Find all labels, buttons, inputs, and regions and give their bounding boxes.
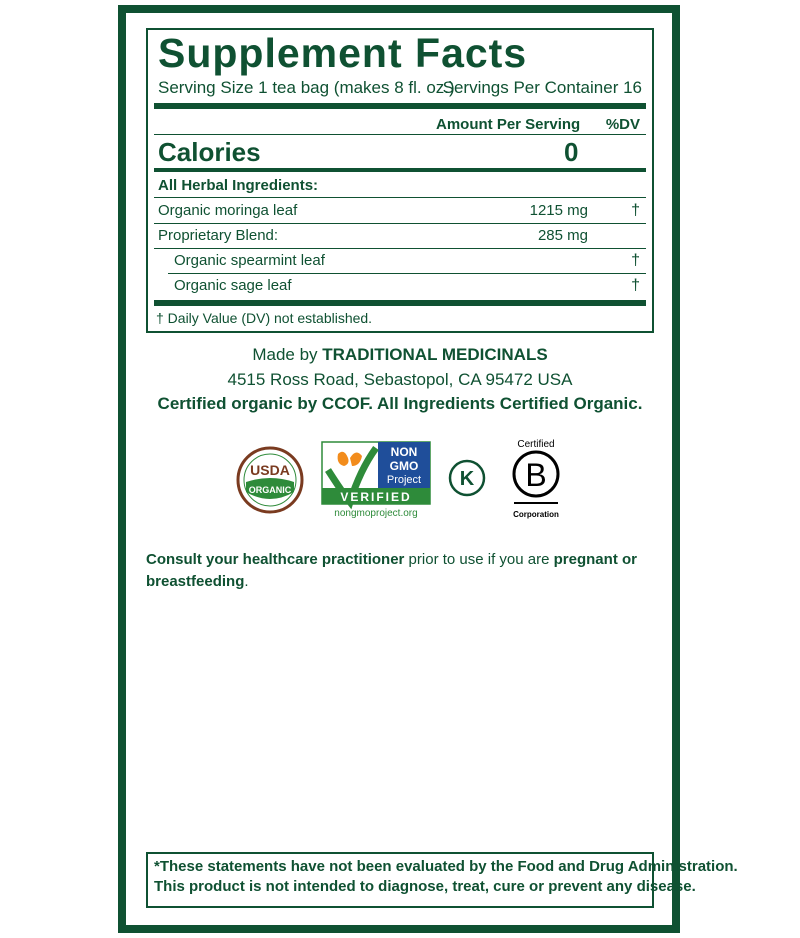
warning-bold-1: Consult your healthcare practitioner — [146, 551, 405, 568]
usda-organic-icon — [236, 446, 304, 514]
made-by — [118, 345, 682, 365]
ingredient-name: Organic spearmint leaf — [174, 252, 325, 269]
nongmo-non: NON — [390, 445, 418, 459]
nongmo-verified: VERIFIED — [340, 490, 412, 504]
ingredient-amount: 1215 mg — [529, 202, 588, 219]
divider — [154, 223, 646, 224]
kosher-icon — [447, 458, 487, 498]
pregnancy-warning — [146, 549, 656, 593]
bcorp-letter: B — [525, 457, 547, 493]
certification: Certified organic by CCOF. All Ingredients Certified Organic. — [157, 394, 643, 413]
facts-title: Supplement Facts — [158, 30, 528, 76]
warning-text-1: prior to use if you are — [404, 551, 554, 568]
usda-text: USDA — [250, 462, 290, 478]
disclaimer-line-2: This product is not intended to diagnose, treat, cure or prevent any disease. — [154, 878, 696, 895]
nongmo-gmo: GMO — [389, 459, 419, 473]
divider — [154, 103, 646, 109]
amount-header: Amount Per Serving — [436, 116, 581, 133]
servings-per-container: Servings Per Container 16 — [442, 78, 642, 97]
ingredient-name: Proprietary Blend: — [158, 227, 279, 244]
address: 4515 Ross Road, Sebastopol, CA 95472 USA — [227, 370, 573, 389]
kosher-letter: K — [459, 468, 475, 490]
divider — [154, 248, 646, 249]
nongmo-url: nongmoproject.org — [334, 508, 418, 519]
organic-text: ORGANIC — [248, 485, 292, 495]
fda-disclaimer — [146, 852, 738, 908]
supplement-facts-panel — [146, 28, 654, 333]
b-corporation-icon — [506, 436, 566, 522]
nongmo-project: Project — [386, 474, 422, 486]
divider — [154, 300, 646, 306]
divider — [168, 273, 646, 274]
non-gmo-project-icon — [320, 440, 432, 520]
dv-dagger: † — [631, 277, 640, 294]
serving-size: Serving Size 1 tea bag (makes 8 fl. oz.) — [158, 78, 455, 97]
ingredient-name: Organic moringa leaf — [158, 202, 298, 219]
divider — [154, 168, 646, 172]
section-label: All Herbal Ingredients: — [158, 177, 319, 194]
dv-header: %DV — [605, 116, 640, 133]
divider — [154, 197, 646, 198]
warning-text-2: . — [244, 573, 249, 590]
company-name: TRADITIONAL MEDICINALS — [322, 345, 548, 364]
calories-value: 0 — [564, 137, 579, 167]
bcorp-corporation: Corporation — [513, 510, 559, 519]
bcorp-certified: Certified — [517, 439, 555, 450]
ingredient-name: Organic sage leaf — [174, 277, 292, 294]
dv-footnote: † Daily Value (DV) not established. — [156, 310, 373, 326]
ingredient-amount: 285 mg — [537, 227, 588, 244]
calories-label: Calories — [158, 137, 261, 167]
disclaimer-line-1: *These statements have not been evaluated by the Food and Drug Administration. — [154, 858, 738, 875]
warning-bold-2: pregnant or breastfeeding — [146, 551, 637, 590]
divider — [154, 134, 646, 135]
made-by-prefix: Made by — [252, 345, 318, 364]
dv-dagger: † — [631, 202, 640, 219]
dv-dagger: † — [631, 252, 640, 269]
